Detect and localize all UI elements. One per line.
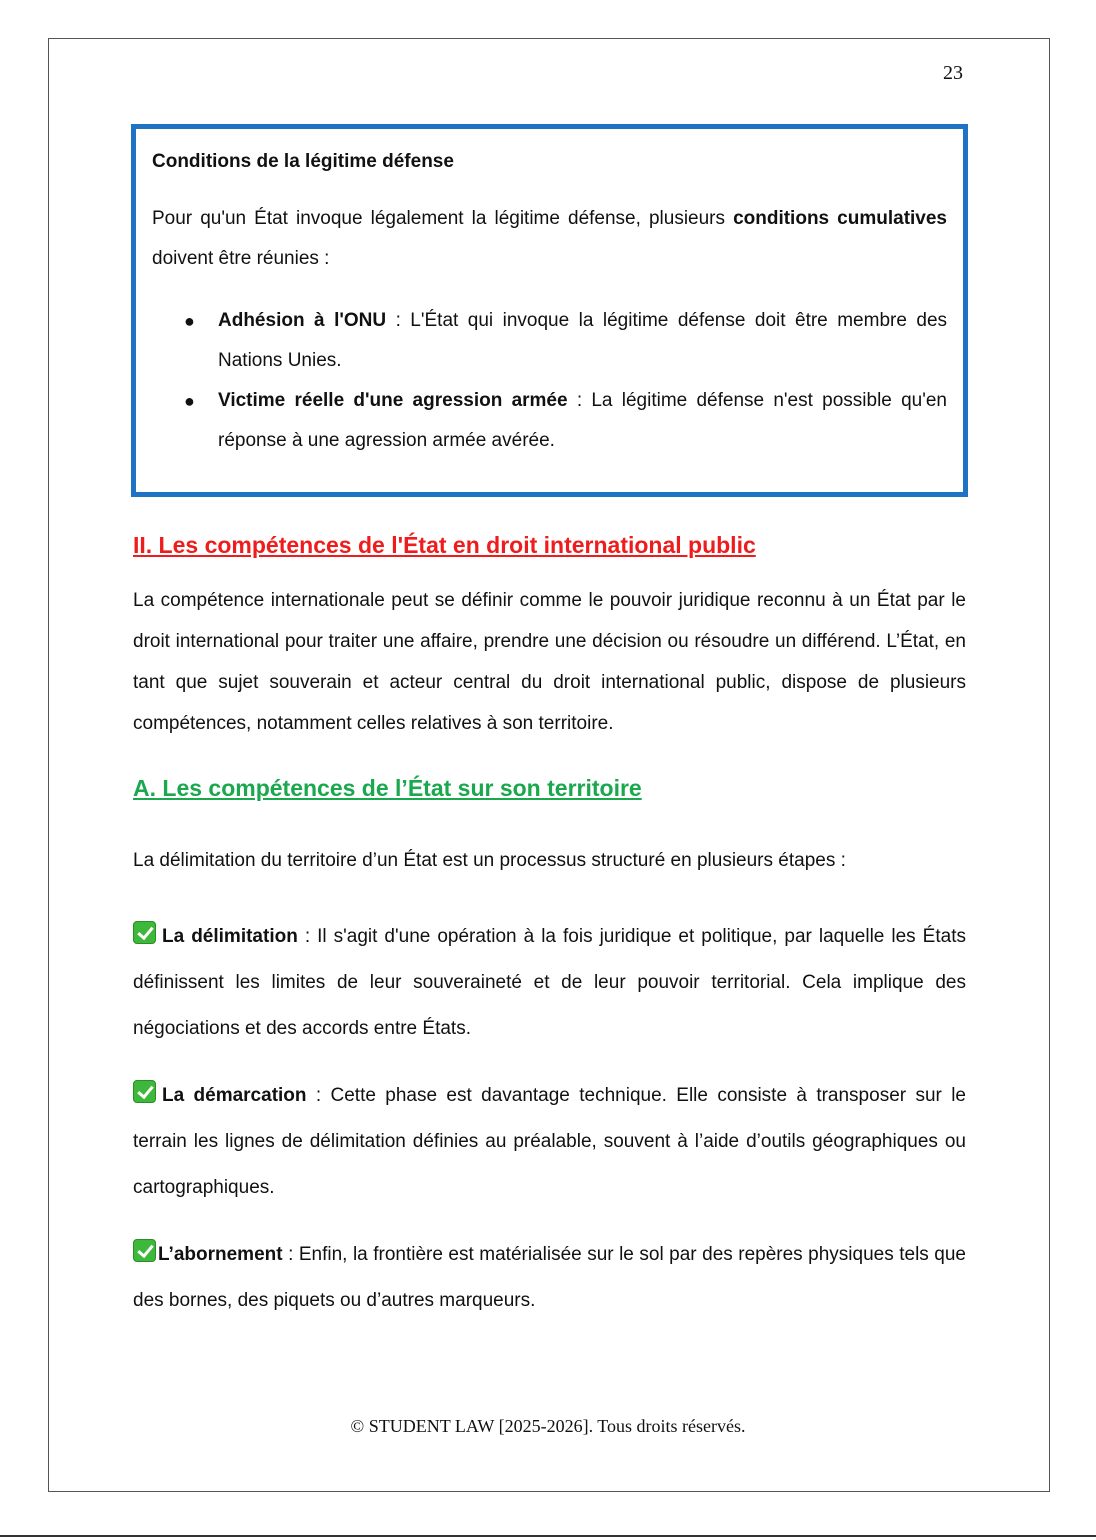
step-abornement <box>133 1232 966 1324</box>
step-demarcation <box>133 1073 966 1211</box>
section-ii-paragraph: La compétence internationale peut se définir comme le pouvoir juridique reconnu à un État par le droit international pour traiter une affaire, prendre une décision ou résoudre un différend. L’État, en tant que sujet souverain et acteur central du droit international public, dispose de plusieurs compétences, notamment celles relatives à son territoire. <box>133 590 966 734</box>
step-text: : Cette phase est davantage technique. Elle consiste à transposer sur le terrain les lignes de délimitation définies au préalable, souvent à l’aide d’outils géographiques ou cartographiques. <box>133 1085 966 1198</box>
callout-intro-text-end: doivent être réunies : <box>152 248 330 269</box>
check-mark-icon <box>133 1080 156 1103</box>
list-item <box>184 301 948 381</box>
conditions-list <box>152 301 947 461</box>
step-title: La démarcation <box>162 1085 307 1106</box>
check-mark-icon <box>133 1239 156 1262</box>
list-item-bold: Victime réelle d'une agression armée <box>218 390 568 411</box>
step-title: L’abornement <box>158 1244 283 1265</box>
section-a-heading: A. Les compétences de l’État sur son territoire <box>133 775 642 801</box>
page-number: 23 <box>943 62 963 84</box>
section-a-intro: La délimitation du territoire d’un État est un processus structuré en plusieurs étapes : <box>133 850 846 871</box>
list-item-text: : L'État qui invoque la légitime défense doit être membre des Nations Unies. <box>218 310 948 371</box>
page-bottom-rule <box>0 1535 1096 1537</box>
step-text: : Enfin, la frontière est matérialisée sur le sol par des repères physiques tels que des bornes, des piquets ou d’autres marqueurs. <box>133 1244 966 1311</box>
callout-intro-bold: conditions cumulatives <box>733 208 947 229</box>
check-mark-icon <box>133 921 156 944</box>
list-item-bold: Adhésion à l'ONU <box>218 310 387 331</box>
callout-title: Conditions de la légitime défense <box>152 151 454 172</box>
list-item-text: : La légitime défense n'est possible qu'en réponse à une agression armée avérée. <box>218 390 948 451</box>
callout-intro <box>152 199 947 279</box>
legitimate-defense-callout <box>131 124 968 497</box>
section-ii-heading: II. Les compétences de l'État en droit international public <box>133 532 756 558</box>
bullet-icon: ● <box>184 391 195 411</box>
step-delimitation <box>133 914 966 1052</box>
bullet-icon: ● <box>184 311 195 331</box>
step-text: : Il s'agit d'une opération à la fois juridique et politique, par laquelle les États définissent les limites de leur souveraineté et de leur pouvoir territorial. Cela implique des négociations et des accords entre États. <box>133 926 966 1039</box>
copyright-footer: © STUDENT LAW [2025-2026]. Tous droits réservés. <box>350 1416 746 1436</box>
callout-intro-text: Pour qu'un État invoque légalement la légitime défense, plusieurs <box>152 208 734 229</box>
list-item <box>184 381 948 461</box>
step-title: La délimitation <box>162 926 298 947</box>
